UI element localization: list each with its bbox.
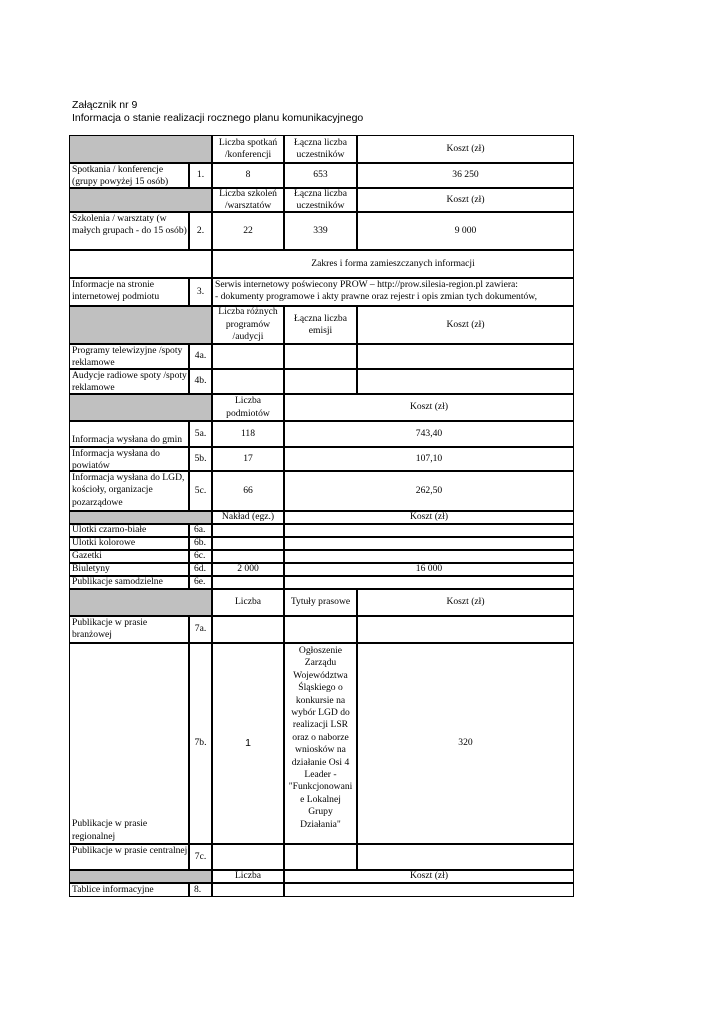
s4b-label: Audycje radiowe spoty /spoty reklamowe (69, 369, 189, 394)
s6a-label: Ulotki czarno-białe (69, 524, 189, 537)
s3-header-scope: Zakres i forma zamieszczanych informacji (212, 250, 574, 278)
s1-count: 8 (212, 163, 284, 188)
s5-header-cost: Koszt (zł) (284, 394, 574, 421)
s7a-number: 7a. (189, 616, 212, 643)
s7a-count (212, 616, 284, 643)
s3-line2: - dokumenty programowe i akty prawne oraz rejestr i opis zmian tych dokumentów, (215, 291, 538, 303)
s4b-count (212, 369, 284, 394)
s4-header-cost: Koszt (zł) (357, 306, 574, 344)
s2-cost: 9 000 (357, 212, 574, 250)
s6c-cost (284, 550, 574, 563)
s2-count: 22 (212, 212, 284, 250)
s5a-label-text: Informacja wysłana do gmin (72, 433, 183, 445)
s6b-cost (284, 537, 574, 550)
s4a-count (212, 344, 284, 369)
s6a-number: 6a. (189, 524, 212, 537)
s1-number: 1. (189, 163, 212, 188)
s4-header-emissions: Łączna liczba emisji (284, 306, 357, 344)
s6d-number: 6d. (189, 563, 212, 576)
s5c-label: Informacja wysłana do LGD, kościoły, organizacje pozarządowe (69, 471, 189, 511)
s4a-label: Programy telewizyjne /spoty reklamowe (69, 344, 189, 369)
communication-plan-table (69, 135, 574, 897)
section1-header-gray (69, 135, 212, 163)
s7c-count (212, 844, 284, 870)
s5b-count: 17 (212, 447, 284, 471)
s6a-count (212, 524, 284, 537)
s8-label: Tablice informacyjne (69, 883, 189, 897)
s7b-label (69, 643, 189, 844)
s7b-label-text: Publikacje w prasie regionalnej (72, 818, 148, 842)
s6-header-count: Nakład (egz.) (212, 511, 284, 524)
s7c-label: Publikacje w prasie centralnej (69, 844, 189, 870)
s6e-number: 6e. (189, 576, 212, 589)
section5-header-gray (69, 394, 212, 421)
document-subtitle: Informacja o stanie realizacji rocznego planu komunikacyjnego (72, 112, 364, 124)
s4b-cost (357, 369, 574, 394)
s7c-titles (284, 844, 357, 870)
s8-header-cost: Koszt (zł) (284, 870, 574, 883)
s5a-count: 118 (212, 421, 284, 447)
s6c-number: 6c. (189, 550, 212, 563)
s6e-label: Publikacje samodzielne (69, 576, 189, 589)
s7b-cost: 320 (357, 643, 574, 844)
section7-header-gray (69, 589, 212, 616)
s2-header-count: Liczba szkoleń /warsztatów (212, 188, 284, 212)
s8-number: 8. (189, 883, 212, 897)
s3-scope-content (212, 278, 574, 306)
s5a-cost: 743,40 (284, 421, 574, 447)
s4a-emissions (284, 344, 357, 369)
section8-header-gray (69, 870, 212, 883)
s2-number: 2. (189, 212, 212, 250)
s4-header-count: Liczba różnych programów /audycji (212, 306, 284, 344)
attachment-title: Załącznik nr 9 (72, 99, 138, 111)
s5c-number: 5c. (189, 471, 212, 511)
s7b-count: 1 (212, 643, 284, 844)
s6d-count: 2 000 (212, 563, 284, 576)
s5-header-count: Liczba podmiotów (212, 394, 284, 421)
s7b-title: Ogłoszenie Zarządu Województwa Śląskiego o konkursie na wybór LGD do realizacji LSR oraz o naborze wniosków na działanie Osi 4 Leader - "Funkcjonowani e Lokalnej Grupy Działania" (284, 643, 357, 844)
s8-cost (284, 883, 574, 897)
s5a-label (69, 421, 189, 447)
s5b-number: 5b. (189, 447, 212, 471)
s7a-titles (284, 616, 357, 643)
section3-header-blank (69, 250, 212, 278)
s5c-count: 66 (212, 471, 284, 511)
s1-label: Spotkania / konferencje (grupy powyżej 15 osób) (69, 163, 189, 188)
s6b-label: Ulotki kolorowe (69, 537, 189, 550)
s8-header-count: Liczba (212, 870, 284, 883)
s5b-cost: 107,10 (284, 447, 574, 471)
s7a-label: Publikacje w prasie branżowej (69, 616, 189, 643)
s1-header-participants: Łączna liczba uczestników (284, 135, 357, 163)
s6d-label: Biuletyny (69, 563, 189, 576)
section4-header-gray (69, 306, 212, 344)
s4b-number: 4b. (189, 369, 212, 394)
s6b-count (212, 537, 284, 550)
s2-participants: 339 (284, 212, 357, 250)
s5c-cost: 262,50 (284, 471, 574, 511)
s1-header-cost: Koszt (zł) (357, 135, 574, 163)
s4a-number: 4a. (189, 344, 212, 369)
s6e-cost (284, 576, 574, 589)
s7b-number: 7b. (189, 643, 212, 844)
s7c-number: 7c. (189, 844, 212, 870)
section6-header-gray (69, 511, 212, 524)
s2-label: Szkolenia / warsztaty (w małych grupach - do 15 osób) (69, 212, 189, 250)
s7-header-count: Liczba (212, 589, 284, 616)
s7-header-cost: Koszt (zł) (357, 589, 574, 616)
s6-header-cost: Koszt (zł) (284, 511, 574, 524)
s4a-cost (357, 344, 574, 369)
s5a-number: 5a. (189, 421, 212, 447)
s4b-emissions (284, 369, 357, 394)
s6a-cost (284, 524, 574, 537)
s1-cost: 36 250 (357, 163, 574, 188)
s6e-count (212, 576, 284, 589)
s5b-label: Informacja wysłana do powiatów (69, 447, 189, 471)
section2-header-gray (69, 188, 212, 212)
s2-header-cost: Koszt (zł) (357, 188, 574, 212)
s1-header-count: Liczba spotkań /konferencji (212, 135, 284, 163)
s2-header-participants: Łączna liczba uczestników (284, 188, 357, 212)
s3-line1: Serwis internetowy poświecony PROW – http://prow.silesia-region.pl zawiera: (215, 279, 518, 290)
s7-header-titles: Tytuły prasowe (284, 589, 357, 616)
s6c-label: Gazetki (69, 550, 189, 563)
s7a-cost (357, 616, 574, 643)
s1-participants: 653 (284, 163, 357, 188)
s6d-cost: 16 000 (284, 563, 574, 576)
s6c-count (212, 550, 284, 563)
s3-number: 3. (189, 278, 212, 306)
s8-count (212, 883, 284, 897)
s6b-number: 6b. (189, 537, 212, 550)
s3-label: Informacje na stronie internetowej podmiotu (69, 278, 189, 306)
s7c-cost (357, 844, 574, 870)
